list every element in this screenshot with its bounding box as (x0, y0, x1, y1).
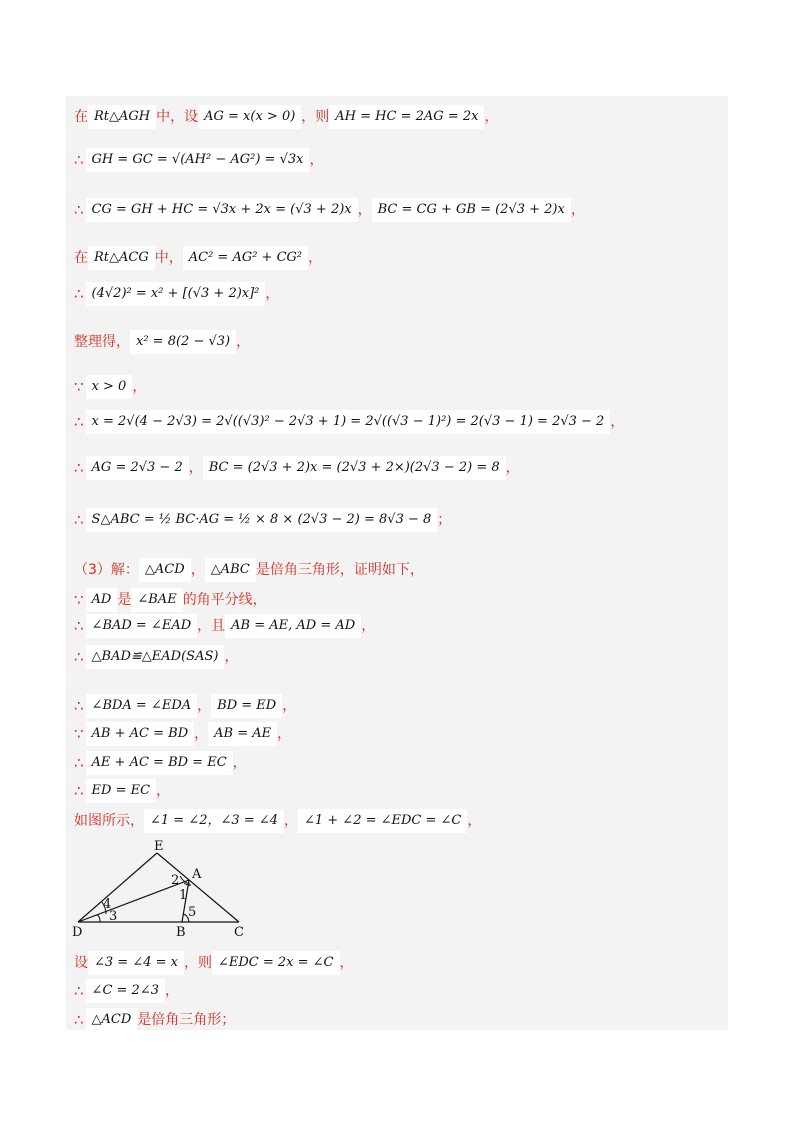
text-segment: ∴ (74, 200, 84, 219)
text-segment: 中，设 (156, 109, 199, 126)
math-expression: AB + AC = BD (86, 722, 195, 746)
text-segment: ∴ (74, 150, 84, 169)
solution-line (74, 558, 424, 582)
text-segment: 是倍角三角形，证明如下， (255, 562, 424, 579)
math-expression: ∠C = 2∠3 (86, 979, 165, 1003)
text-segment: ， (610, 414, 625, 431)
text-segment: ， (277, 726, 292, 743)
math-expression: x = 2√(4 − 2√3) = 2√((√3)² − 2√3 + 1) = 2√((√3 − 1)²) = 2(√3 − 1) = 2√3 − 2 (86, 410, 611, 434)
text-segment: ∵ (74, 724, 84, 743)
solution-line (74, 722, 291, 746)
text-segment: ∴ (74, 781, 84, 800)
solution-line (74, 1008, 235, 1032)
label-b: B (176, 925, 186, 940)
text-segment: ∴ (74, 284, 84, 303)
solution-line (74, 588, 267, 612)
math-expression: AG = x(x > 0) (198, 105, 301, 129)
solution-line (74, 508, 451, 532)
math-expression: AB = AE, AD = AD (225, 614, 361, 638)
text-segment: 在 (74, 109, 88, 126)
text-segment: ∵ (74, 377, 84, 396)
math-expression: ED = EC (86, 779, 157, 803)
text-segment: ∴ (74, 616, 84, 635)
text-segment: 是倍角三角形； (137, 1012, 236, 1029)
text-segment: ， (282, 698, 297, 715)
solution-line (74, 951, 354, 975)
text-segment: 在 (74, 250, 88, 267)
solution-line (74, 645, 238, 669)
text-segment: ， (309, 152, 324, 169)
math-expression: AG = 2√3 − 2 (86, 456, 189, 480)
math-expression: x > 0 (86, 375, 133, 399)
solution-line (74, 751, 247, 775)
math-expression: S△ABC = ½ BC·AG = ½ × 8 × (2√3 − 2) = 8√3 − 8 (86, 508, 438, 532)
text-segment: ， (164, 983, 179, 1000)
text-segment: ∴ (74, 1010, 84, 1029)
text-segment: ， (224, 649, 239, 666)
text-segment: ∴ (74, 510, 84, 529)
math-expression: AH = HC = 2AG = 2x (329, 105, 484, 129)
text-segment: ， (232, 755, 247, 772)
math-expression: (4√2)² = x² + [(√3 + 2)x]² (86, 282, 266, 306)
label-e: E (154, 839, 164, 854)
text-segment: ，且 (197, 618, 226, 635)
label-angle-5: 5 (188, 905, 197, 920)
text-segment: ， (156, 783, 171, 800)
solution-line (74, 282, 279, 306)
math-expression: AC² = AG² + CG² (183, 246, 308, 270)
math-expression: Rt△ACG (88, 246, 155, 270)
math-expression: x² = 8(2 − √3) (130, 330, 236, 354)
math-expression: AE + AC = BD = EC (86, 751, 233, 775)
math-expression: ∠3 = ∠4 = x (88, 951, 184, 975)
math-expression: AD (86, 588, 118, 612)
label-a: A (192, 867, 202, 882)
label-angle-2: 2 (171, 873, 180, 888)
text-segment: ， (361, 618, 376, 635)
solution-line (74, 809, 481, 833)
text-segment: ， (283, 813, 298, 830)
solution-line (74, 198, 585, 222)
math-expression: BC = CG + GB = (2√3 + 2)x (372, 198, 571, 222)
math-expression: BD = ED (211, 694, 282, 718)
text-segment: 是 (117, 592, 132, 609)
text-segment: 的角平分线， (182, 592, 267, 609)
text-segment: ， (570, 202, 585, 219)
math-expression: AB = AE (208, 722, 277, 746)
math-expression: ∠1 = ∠2，∠3 = ∠4 (144, 809, 284, 833)
label-angle-3: 3 (109, 909, 118, 924)
math-expression: ∠BDA = ∠EDA (86, 694, 198, 718)
solution-line (74, 148, 323, 172)
text-segment: ， (132, 379, 147, 396)
geometry-figure (72, 836, 252, 940)
math-expression: ∠EDC = 2x = ∠C (212, 951, 340, 975)
text-segment: ， (265, 286, 280, 303)
solution-line (74, 779, 170, 803)
text-segment: ∴ (74, 696, 84, 715)
math-expression: △ABC (205, 558, 256, 582)
solution-line (74, 105, 498, 129)
text-segment: ， (190, 562, 205, 579)
label-d: D (72, 925, 83, 940)
math-expression: △BAD≌△EAD(SAS) (86, 645, 225, 669)
solution-line (74, 410, 624, 434)
text-segment: ， (357, 202, 372, 219)
text-segment: 整理得， (74, 334, 130, 351)
math-expression: GH = GC = √(AH² − AG²) = √3x (86, 148, 310, 172)
text-segment: ∵ (74, 590, 84, 609)
math-expression: △ACD (86, 1008, 138, 1032)
text-segment: 中， (154, 250, 183, 267)
math-expression: ∠BAD = ∠EAD (86, 614, 198, 638)
text-segment: ， (467, 813, 482, 830)
math-expression: BC = (2√3 + 2)x = (2√3 + 2×)(2√3 − 2) = 8 (203, 456, 506, 480)
angle-arc-3 (97, 915, 100, 922)
text-segment: ， (188, 460, 203, 477)
text-segment: 设 (74, 955, 88, 972)
solution-line (74, 375, 146, 399)
label-c: C (234, 925, 244, 940)
text-segment: ， (236, 334, 251, 351)
text-segment: ∴ (74, 753, 84, 772)
segment-de (78, 853, 157, 922)
label-angle-1: 1 (179, 888, 188, 903)
math-expression: CG = GH + HC = √3x + 2x = (√3 + 2)x (86, 198, 358, 222)
math-expression: Rt△AGH (88, 105, 156, 129)
solution-line (74, 614, 375, 638)
text-segment: 如图所示， (74, 813, 144, 830)
label-angle-4: 4 (103, 897, 112, 912)
text-segment: ∴ (74, 458, 84, 477)
solution-line (74, 979, 179, 1003)
text-segment: ， (505, 460, 520, 477)
text-segment: ； (437, 512, 452, 529)
solution-line (74, 694, 296, 718)
text-segment: ， (308, 250, 323, 267)
text-segment: ， (194, 726, 209, 743)
text-segment: ∴ (74, 981, 84, 1000)
solution-line (74, 456, 520, 480)
solution-line (74, 246, 322, 270)
text-segment: （3）解： (74, 562, 139, 579)
math-expression: ∠1 + ∠2 = ∠EDC = ∠C (298, 809, 467, 833)
text-segment: ， (484, 109, 499, 126)
text-segment: ∴ (74, 412, 84, 431)
text-segment: ，则 (301, 109, 330, 126)
text-segment: ，则 (183, 955, 212, 972)
text-segment: ， (197, 698, 212, 715)
math-expression: ∠BAE (131, 588, 182, 612)
solution-line (74, 330, 250, 354)
math-expression: △ACD (139, 558, 191, 582)
text-segment: ， (339, 955, 354, 972)
text-segment: ∴ (74, 647, 84, 666)
